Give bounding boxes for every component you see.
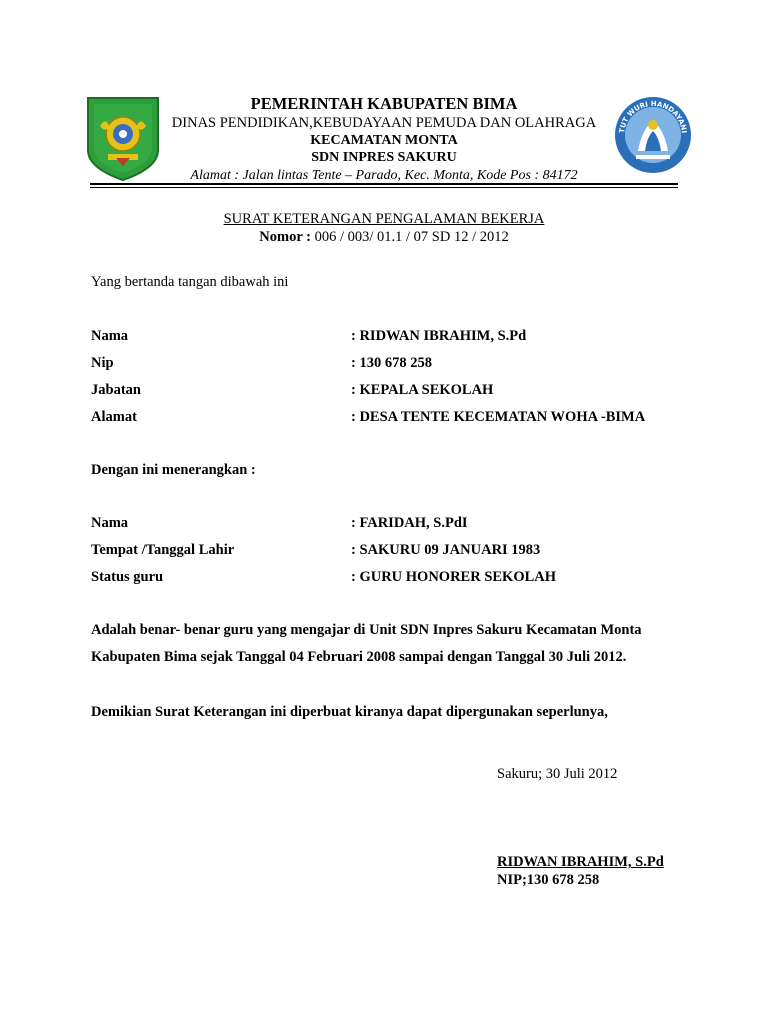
letterhead-rule-thin [90,187,678,188]
closing-text: Demikian Surat Keterangan ini diperbuat kiranya dapat dipergunakan seperlunya, [91,704,608,720]
signer-value-jabatan: : KEPALA SEKOLAH [351,382,494,398]
school-address: Alamat : Jalan lintas Tente – Parado, Kec. Monta, Kode Pos : 84172 [190,168,578,183]
signer-label-nip: Nip [91,355,114,371]
department-name: DINAS PENDIDIKAN,KEBUDAYAAN PEMUDA DAN OLAHRAGA [171,115,597,131]
signer-value-nama: : RIDWAN IBRAHIM, S.Pd [351,328,527,344]
subject-label-nama: Nama [91,515,129,531]
intro-text: Yang bertanda tangan dibawah ini [91,274,289,290]
signatory-nip: NIP;130 678 258 [497,872,600,888]
nomor-value: 006 / 003/ 01.1 / 07 SD 12 / 2012 [310,229,509,245]
subject-value-status: : GURU HONORER SEKOLAH [351,569,557,585]
letterhead [150,93,618,185]
signatory-name: RIDWAN IBRAHIM, S.Pd [497,854,664,870]
tut-wuri-handayani-emblem-icon [612,93,694,179]
document-number [0,228,768,246]
nomor-label: Nomor : [259,229,311,245]
signer-label-jabatan: Jabatan [91,382,141,398]
place-date: Sakuru; 30 Juli 2012 [497,766,618,782]
declaration-text: Dengan ini menerangkan : [91,462,256,478]
letterhead-rule-thick [90,183,678,185]
signer-label-nama: Nama [91,328,129,344]
body-paragraph [91,617,691,671]
title-main: SURAT KETERANGAN PENGALAMAN BEKERJA [223,211,545,227]
subject-label-status: Status guru [91,569,164,585]
signer-value-nip: : 130 678 258 [351,355,432,371]
signer-label-alamat: Alamat [91,409,137,425]
body-line-1: Adalah benar- benar guru yang mengajar di Unit SDN Inpres Sakuru Kecamatan Monta [91,622,642,638]
svg-text:TUT WURI HANDAYANI: TUT WURI HANDAYANI [618,99,688,134]
government-name: PEMERINTAH KABUPATEN BIMA [250,94,518,113]
school-name: SDN INPRES SAKURU [311,150,457,165]
subject-label-ttl: Tempat /Tanggal Lahir [91,542,235,558]
kabupaten-bima-emblem-icon [86,96,160,182]
signer-value-alamat: : DESA TENTE KECEMATAN WOHA -BIMA [351,409,646,425]
body-line-2: Kabupaten Bima sejak Tanggal 04 Februari 2008 sampai dengan Tanggal 30 Juli 2012. [91,649,627,665]
district-name: KECAMATAN MONTA [310,133,458,148]
subject-value-nama: : FARIDAH, S.PdI [351,515,468,531]
document-title [0,210,768,246]
subject-value-ttl: : SAKURU 09 JANUARI 1983 [351,542,541,558]
